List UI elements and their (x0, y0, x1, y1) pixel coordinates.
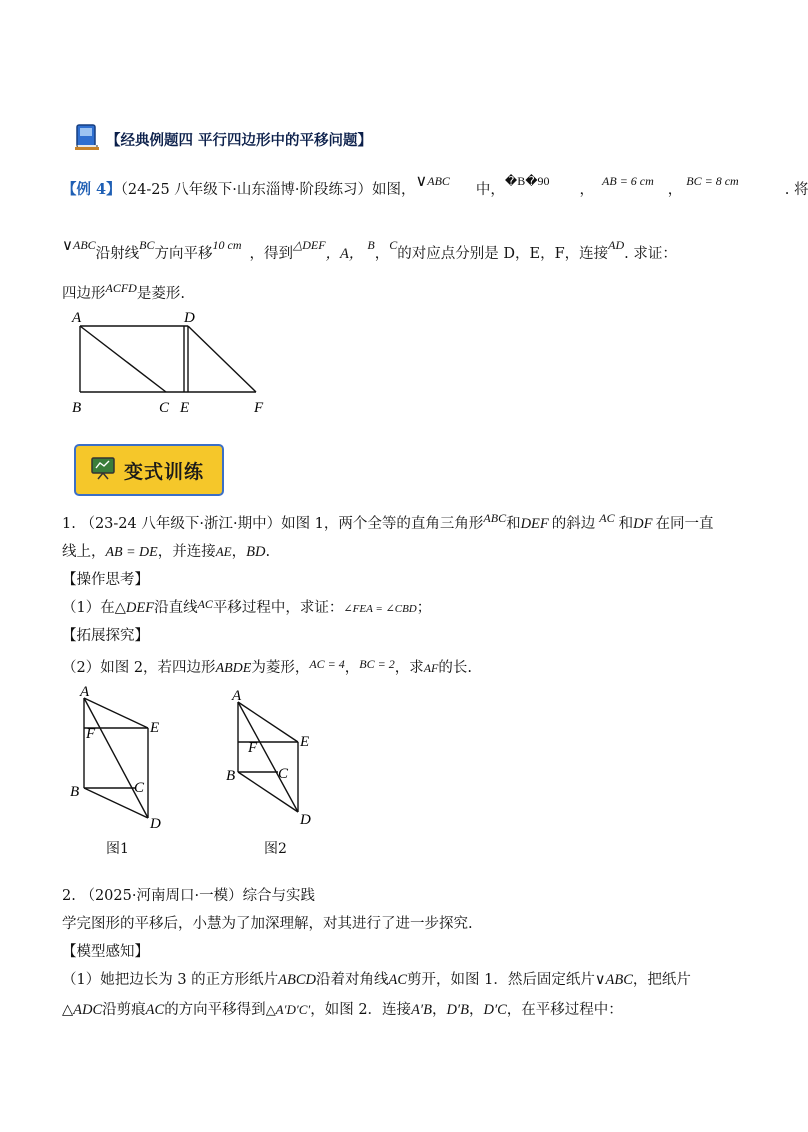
fig2l-label-a: A (80, 684, 90, 700)
p1-q1: （1）在△DEF沿直线$^{AC}$平移过程中，求证：∠FEA = ∠CBD； (62, 597, 432, 616)
p2-line-4: （1）她把边长为 3 的正方形纸片ABCD沿着对角线AC剪开，如图 1．然后固定纸片∨ABC，把纸片 (62, 972, 691, 988)
book-icon (74, 123, 100, 155)
example-source: （24-25 八年级下·山东淄博·阶段练习）如图， (120, 182, 416, 198)
example-tag: 【例 4】 (62, 181, 121, 198)
section-heading-text: 【经典例题四 平行四边形中的平移问题】 (106, 132, 373, 149)
fig1-label-a: A (72, 310, 82, 326)
fig1-label-b: B (72, 400, 82, 416)
p2-line-5: △ADC沿剪痕AC的方向平移得到△A′D′C′，如图 2．连接A′B，D′B，D′C，在平移过程中： (62, 1002, 623, 1018)
fig2r-label-a: A (232, 688, 242, 704)
p2-line-1: 2. （2025·河南周口·一模）综合与实践 (62, 888, 316, 904)
whiteboard-icon (90, 456, 116, 484)
variant-training-badge (74, 444, 224, 496)
figure-caption-1: 图1 (106, 841, 129, 857)
example-line-3: 四边形$^{ACFD}$是菱形. (62, 281, 185, 302)
fig2l-label-d: D (150, 816, 161, 832)
p1-ext-title: 【拓展探究】 (62, 628, 149, 644)
p1-figure-right (222, 688, 332, 838)
p1-line-1: 1. （23-24 八年级下·浙江·期中）如图 1，两个全等的直角三角形$^{ABC}$和DEF 的斜边 $^{AC}$ 和DF 在同一直 (62, 511, 714, 532)
example-figure (60, 306, 280, 418)
fig2r-label-f: F (248, 740, 258, 756)
example-line-2: ∨$^{ABC}$沿射线$^{BC}$方向平移$^{10 cm}$，得到$^{\triangle DEF}$，A，$^B$，$^C$的对应点分别是 D，E，F，连接$^{AD}$. 求证： (62, 238, 677, 262)
variant-training-text: 变式训练 (124, 460, 205, 483)
fig2r-label-e: E (300, 734, 310, 750)
fig2l-label-c: C (134, 780, 145, 796)
fig1-label-c: C (159, 400, 170, 416)
p2-model-title: 【模型感知】 (62, 944, 149, 960)
section-heading (74, 124, 372, 154)
fig2r-label-c: C (278, 766, 289, 782)
fig1-label-d: D (184, 310, 195, 326)
p1-figure-left (64, 684, 174, 834)
p1-line-2: 线上，AB = DE，并连接AE，BD. (62, 544, 271, 560)
fig2l-label-b: B (70, 784, 80, 800)
figure-caption-2: 图2 (264, 841, 287, 857)
p1-q2: （2）如图 2，若四边形ABDE为菱形，$^{AC = 4}$，$^{BC = 2}$，求AF的长. (62, 657, 472, 676)
example-line-1: 【例 4】（24-25 八年级下·山东淄博·阶段练习）如图，∨$^{ABC}$中，$^{�B�90}$，$^{AB = 6 cm}$，$^{BC = 8 cm}$. 将 (62, 173, 808, 198)
fig2l-label-e: E (150, 720, 160, 736)
fig1-label-f: F (254, 400, 264, 416)
p2-line-2: 学完图形的平移后，小慧为了加深理解，对其进行了进一步探究. (62, 916, 473, 932)
fig2r-label-d: D (300, 812, 311, 828)
fig2r-label-b: B (226, 768, 236, 784)
fig2l-label-f: F (86, 726, 96, 742)
p1-op-title: 【操作思考】 (62, 572, 149, 588)
fig1-label-e: E (180, 400, 190, 416)
